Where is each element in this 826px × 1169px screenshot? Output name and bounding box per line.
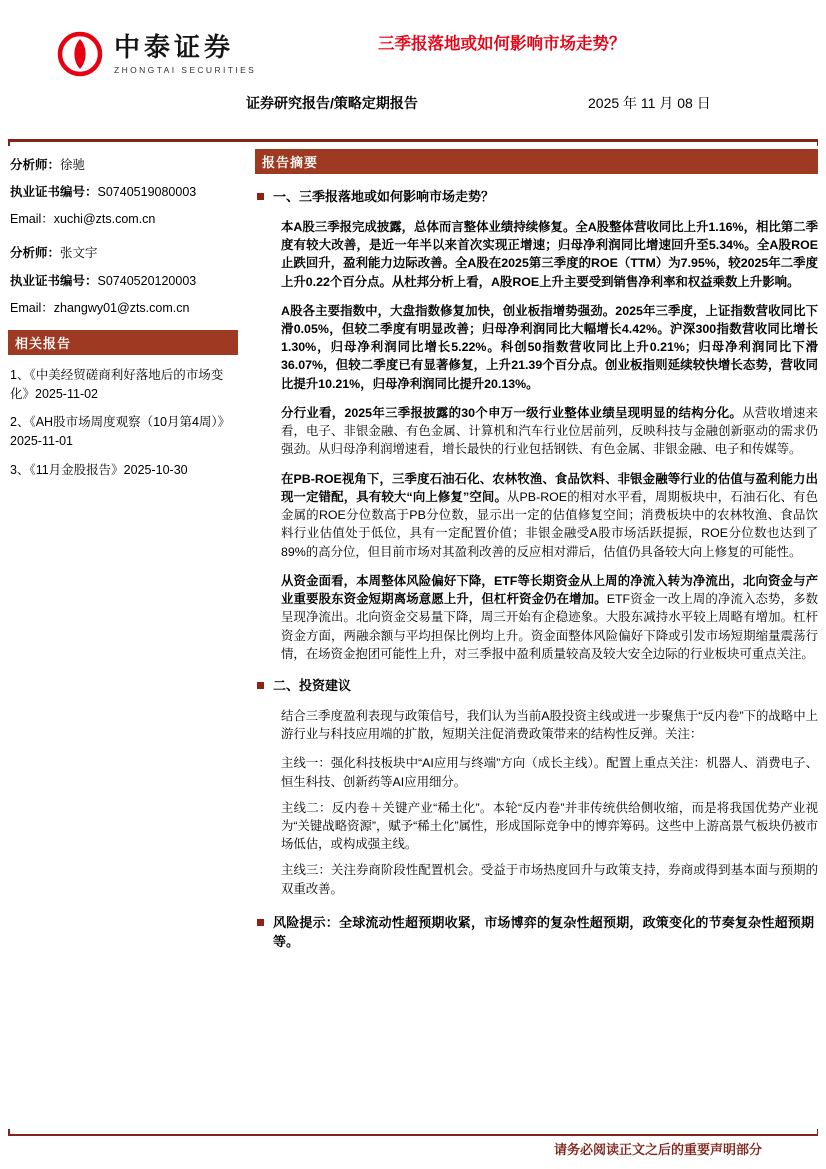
paragraph-bold-text: 分行业看，2025年三季报披露的30个申万一级行业整体业绩呈现明显的结构分化。 xyxy=(281,405,743,420)
analyst-name-line xyxy=(10,244,236,262)
paragraph-mainline-1 xyxy=(281,754,818,790)
paragraph-bold-text: 在PB-ROE视角下，三季度石油石化、农林牧渔、食品饮料、非银金融等行业的估值与盈利能力出现一定错配，具有较大“向上修复”空间。 xyxy=(281,471,818,504)
related-reports-header: 相关报告 xyxy=(8,330,238,355)
related-reports-list xyxy=(8,355,238,480)
analyst-role-label: 分析师： xyxy=(10,246,61,261)
section-heading-text: 一、三季报落地或如何影响市场走势？ xyxy=(273,189,495,204)
analyst-email-label: Email： xyxy=(10,212,54,227)
analyst-role-label: 分析师： xyxy=(10,158,61,172)
paragraph xyxy=(281,302,818,393)
paragraph-text: 主线一：强化科技板块中“AI应用与终端”方向（成长主线）。配置上重点关注：机器人、消费电子、恒生科技、创新药等AI应用细分。 xyxy=(281,756,818,789)
analyst-cert-number: S0740520120003 xyxy=(97,273,197,288)
sidebar xyxy=(8,149,238,490)
report-body xyxy=(255,149,818,952)
analyst-email-line xyxy=(10,299,236,317)
footer-divider xyxy=(8,1134,818,1137)
analyst-block xyxy=(8,149,238,228)
body-columns xyxy=(8,149,818,952)
paragraph xyxy=(281,218,818,291)
report-date: 2025 年 11 月 08 日 xyxy=(588,95,711,111)
analyst-email: zhangwy01@zts.com.cn xyxy=(53,300,190,315)
section-heading-text: 二、投资建议 xyxy=(273,678,352,693)
analyst-cert-label: 执业证书编号： xyxy=(10,273,98,288)
zhongtai-logo-icon xyxy=(56,30,104,78)
analyst-cert-line xyxy=(10,272,236,290)
paragraph-bold-text: 本A股三季报完成披露，总体而言整体业绩持续修复。全A股整体营收同比上升1.16%，相比第二季度有较大改善，是近一年半以来首次实现正增速；归母净利润同比增速回升至5.34%。全A股ROE止跌回升，盈利能力边际改善。全A股在2025第三季度的ROE（TTM）为7.95%，较2025年二季度上升0.22个百分点。从杜邦分析上看，A股ROE上升主要受到销售净利率和权益乘数上升影响。 xyxy=(281,219,818,289)
paragraph-bold-text: 从资金面看，本周整体风险偏好下降，ETF等长期资金从上周的净流入转为净流出，北向资金与产业重要股东资金短期离场意愿上升，但杠杆资金仍在增加。 xyxy=(281,573,818,607)
related-report-item: 1、《中美经贸磋商利好落地后的市场变化》2025-11-02 xyxy=(10,367,224,401)
logo-text xyxy=(114,33,256,75)
summary-header: 报告摘要 xyxy=(255,149,818,174)
section-heading-1 xyxy=(257,188,818,207)
report-type-label: 证券研究报告/策略定期报告 xyxy=(246,95,418,111)
related-report-item: 3、《11月金股报告》2025-10-30 xyxy=(10,462,188,477)
zhongtai-logo xyxy=(56,30,256,78)
analyst-cert-label: 执业证书编号： xyxy=(10,185,98,200)
paragraph-text: 主线二：反内卷＋关键产业“稀土化”。本轮“反内卷”并非传统供给侧收缩，而是将我国优势产业视为“关键战略资源”，赋予“稀土化”属性，形成国际竞争中的博弈筹码。这些中上游高景气板块仍被市场低估，或构成强主线。 xyxy=(281,800,818,852)
paragraph xyxy=(281,572,818,663)
analyst-cert-number: S0740519080003 xyxy=(97,185,197,200)
paragraph-text: 结合三季度盈利表现与政策信号，我们认为当前A股投资主线或进一步聚焦于“反内卷”下的战略中上游行业与科技应用端的扩散，短期关注促消费政策带来的结构性反弹。关注： xyxy=(281,708,818,742)
logo-en-text: ZHONGTAI SECURITIES xyxy=(114,64,257,75)
analyst-name: 张文宇 xyxy=(60,246,98,261)
paragraph-text: ETF资金一改上周的净流入态势，多数呈现净流出。北向资金交易量下降，周三开始有企稳迹象。大股东减持水平较上周略有增加。杠杆资金方面，两融余额与平均担保比例均上升。资金面整体风险偏好下降或引发市场短期缩量震荡行情，在场资金抱团可能性上升，对三季报中盈利质量较高及较大安全边际的行业板块可重点关注。 xyxy=(281,592,819,661)
risk-warning xyxy=(257,914,818,952)
paragraph-text: 从PB-ROE的相对水平看，周期板块中，石油石化、有色金属的ROE分位数高于PB分位数，显示出一定的估值修复空间；消费板块中的农林牧渔、食品饮料行业估值处于低位，具有一定配置价值；非银金融受A股市场活跃提振，ROE分位数也达到了89%的高分位，但目前市场对其盈利改善的反应相对滞后，估值仍具备较大向上修复的可能性。 xyxy=(281,489,818,559)
analyst-email-label: Email： xyxy=(10,300,54,315)
paragraph xyxy=(281,404,818,459)
square-bullet-icon xyxy=(257,919,264,926)
report-title: 三季报落地或如何影响市场走势？ xyxy=(378,35,626,53)
footer-disclaimer: 请务必阅读正文之后的重要声明部分 xyxy=(553,1142,762,1157)
paragraph-text: 主线三：关注券商阶段性配置机会。受益于市场热度回升与政策支持，券商或得到基本面与预期的双重改善。 xyxy=(281,863,818,896)
paragraph-bold-text: A股各主要指数中，大盘指数修复加快，创业板指增势强劲。2025年三季度，上证指数营收同比下滑0.05%，但较二季度有明显改善；归母净利润同比大幅增长4.42%。沪深300指数营收同比增长1.30%，归母净利润同比增长5.22%。科创50指数营收同比上升0.21%；归母净利润同比下滑36.07%，但较二季度已有显著修复，上升21.39个百分点。创业板指则延续较快增长态势，营收同比提升10.21%，归母净利润同比提升20.13%。 xyxy=(281,303,818,391)
analyst-email: xuchi@zts.com.cn xyxy=(53,212,156,227)
paragraph-mainline-2 xyxy=(281,799,818,854)
paragraph-mainline-3 xyxy=(281,861,818,897)
analyst-email-line xyxy=(10,210,236,228)
section-heading-2 xyxy=(257,677,818,696)
square-bullet-icon xyxy=(257,193,264,200)
square-bullet-icon xyxy=(257,682,264,689)
paragraph xyxy=(281,470,818,561)
related-report-item: 2、《AH股市场周度观察（10月第4周）》2025-11-01 xyxy=(10,415,231,448)
analyst-name: 徐驰 xyxy=(60,158,86,172)
paragraph-text: 从营收增速来看，电子、非银金融、有色金属、计算机和汽车行业位居前列，反映科技与金融创新驱动的需求仍强劲。从归母净利润增速看，增长最快的行业包括钢铁、有色金属、非银金融、电子和传媒等。 xyxy=(281,405,818,457)
paragraph xyxy=(281,707,818,743)
logo-cn-text: 中泰证券 xyxy=(114,32,235,63)
analyst-block xyxy=(8,237,238,316)
analyst-cert-line xyxy=(10,183,236,201)
header-divider xyxy=(8,139,818,142)
analyst-name-line xyxy=(10,156,236,174)
risk-warning-text: 风险提示：全球流动性超预期收紧，市场博弈的复杂性超预期，政策变化的节奏复杂性超预期等。 xyxy=(273,914,814,949)
